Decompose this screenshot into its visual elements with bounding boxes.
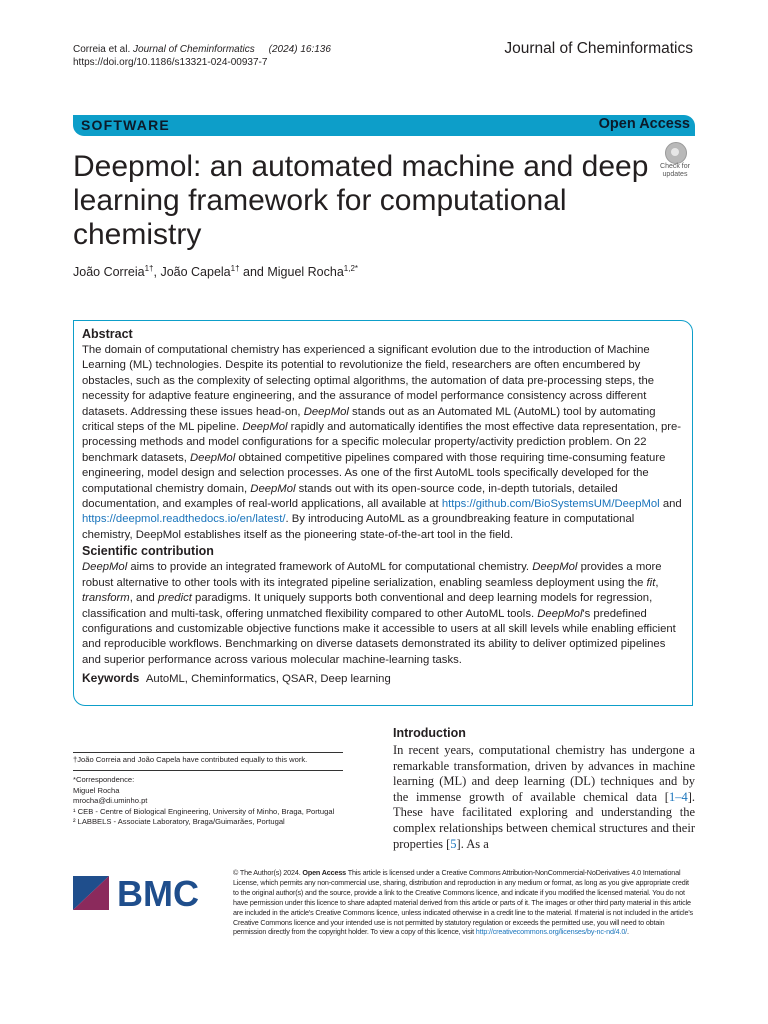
author-name[interactable]: Miguel Rocha [267, 265, 344, 280]
article-type-banner [73, 115, 695, 136]
author-name[interactable]: João Correia [73, 265, 145, 280]
citation-year: (2024) 16:136 [268, 44, 331, 55]
affiliation-1: ¹ CEB - Centre of Biological Engineering, University of Minho, Braga, Portugal [73, 806, 335, 816]
correspondence-email[interactable]: mrocha@di.uminho.pt [73, 796, 148, 806]
author-list: João Correia$^{1\dagger}$, João Capela$^{1\dagger}$ and Miguel Rocha$^{1,2*}$ [73, 264, 359, 280]
check-for-updates-button[interactable] [656, 142, 694, 180]
bmc-logo [73, 872, 213, 912]
reference-link[interactable]: 1–4 [668, 789, 688, 804]
equal-contribution-note: †João Correia and João Capela have contributed equally to this work. [73, 755, 308, 764]
correspondence-name: Miguel Rocha [73, 785, 120, 795]
check-updates-icon [665, 142, 687, 164]
article-type: SOFTWARE [81, 117, 170, 133]
keywords-list: AutoML, Cheminformatics, QSAR, Deep learning [145, 673, 391, 686]
footnotes [73, 752, 343, 827]
author-affiliation: 1† [230, 264, 240, 273]
scientific-contribution-heading: Scientific contribution [82, 544, 214, 559]
correspondence-label: *Correspondence: [73, 775, 135, 785]
citation-authors: Correia et al. [73, 44, 131, 55]
open-access-label: Open Access [598, 116, 690, 132]
keywords-label: Keywords [82, 671, 140, 686]
citation-journal: Journal of Cheminformatics [133, 44, 255, 55]
bmc-logo-icon [73, 872, 213, 912]
reference-link[interactable]: 5 [450, 836, 457, 851]
github-link[interactable]: https://github.com/BioSystemsUM/DeepMol [441, 498, 660, 511]
docs-link[interactable]: https://deepmol.readthedocs.io/en/latest/ [82, 513, 286, 526]
abstract-heading: Abstract [82, 327, 133, 341]
author-affiliation: 1† [144, 264, 154, 273]
scientific-contribution-text: DeepMol aims to provide an integrated framework of AutoML for computational chemistry. DeepMol provides a more robust alternative to other tools with its integrated pipeline serialization, enabling seamless deployment using the fit, transform, and predict paradigms. It uniquely supports both conventional and deep learning models for regression, classification and multi-task, offering unmatched flexibility compared to other AutoML tools. DeepMol's predefined configurations and customizable objective functions make it accessible to users at all skill levels while enabling efficient and reproducible workflows. Benchmarking on diverse datasets demonstrated its ability to deliver optimized pipelines and superior performance across various molecular machine-learning tasks. [82, 561, 676, 666]
author-name[interactable]: João Capela [160, 265, 231, 280]
license-text: © The Author(s) 2024. Open Access This article is licensed under a Creative Commons Attribution-NonCommercial-NoDerivatives 4.0 International License, which permits any non-commercial use, sharing, distribution and reproduction in any medium or format, as long as you give appropriate credit to the original author(s) and the source, provide a link to the Creative Commons licence, and indicate if you modified the licensed material. You do not have permission under this licence to share adapted material derived from this article or parts of it. The images or other third party material in this article are included in the article's Creative Commons licence, unless indicated otherwise in a credit line to the material. If material is not included in the article's Creative Commons licence and your intended use is not permitted by statutory regulation or exceeds the permitted use, you will need to obtain permission directly from the copyright holder. To view a copy of this licence, visit http://creativecommons.org/licenses/by-nc-nd/4.0/. [233, 868, 693, 937]
citation-block [73, 43, 373, 69]
footnote-divider [73, 770, 343, 771]
check-updates-label: Check for updates [660, 163, 690, 178]
introduction-heading: Introduction [393, 726, 466, 740]
affiliation-2: ² LABBELS - Associate Laboratory, Braga/Guimarães, Portugal [73, 817, 285, 827]
abstract-text: The domain of computational chemistry has experienced a significant evolution due to the introduction of Machine Learning (ML) technologies. Despite its potential to revolutionize the field, researchers are often encumbered by obstacles, such as the complexity of selecting optimal algorithms, the automation of data pre-processing steps, the necessity for adaptive feature engineering, and the assurance of model performance consistency across different datasets. Addressing these issues head-on, DeepMol stands out as an Automated ML (AutoML) tool by automating critical steps of the ML pipeline. DeepMol rapidly and automatically identifies the most effective data representation, pre-processing methods and model configurations for a specific molecular property/activity prediction problem. On 22 benchmark datasets, DeepMol obtained competitive pipelines compared with those requiring time-consuming feature engineering, model design and selection processes. As one of the first AutoML tools specifically developed for the computational chemistry domain, DeepMol stands out with its open-source code, in-depth tutorials, detailed documentation, and examples of real-world applications, all available at https://github.com/BioSystemsUM/DeepMol and https://deepmol.readthedocs.io/en/latest/. By introducing AutoML as a groundbreaking feature in computational chemistry, DeepMol establishes itself as the pioneering state-of-the-art tool in the field. [82, 344, 682, 541]
abstract-box [73, 320, 693, 706]
author-affiliation: 1,2* [343, 264, 359, 273]
footnote-divider [73, 752, 343, 753]
doi-link[interactable]: https://doi.org/10.1186/s13321-024-00937-7 [73, 57, 268, 68]
license-link[interactable]: http://creativecommons.org/licenses/by-nc-nd/4.0/ [475, 927, 628, 937]
introduction-text: In recent years, computational chemistry has undergone a remarkable transformation, driven by advances in machine learning (ML) and deep learning (DL) techniques and by the immense growth of available chemical data [1–4]. These have facilitated exploring and understanding the complex relationships between chemical structures and their properties [5]. As a [393, 743, 695, 851]
citation-line [73, 43, 373, 56]
article-title: Deepmol: an automated machine and deep learning framework for computational chemistry [73, 150, 649, 251]
keywords [82, 671, 684, 687]
journal-name: Journal of Cheminformatics [504, 40, 693, 57]
bmc-logo-text: BMC [117, 873, 199, 912]
